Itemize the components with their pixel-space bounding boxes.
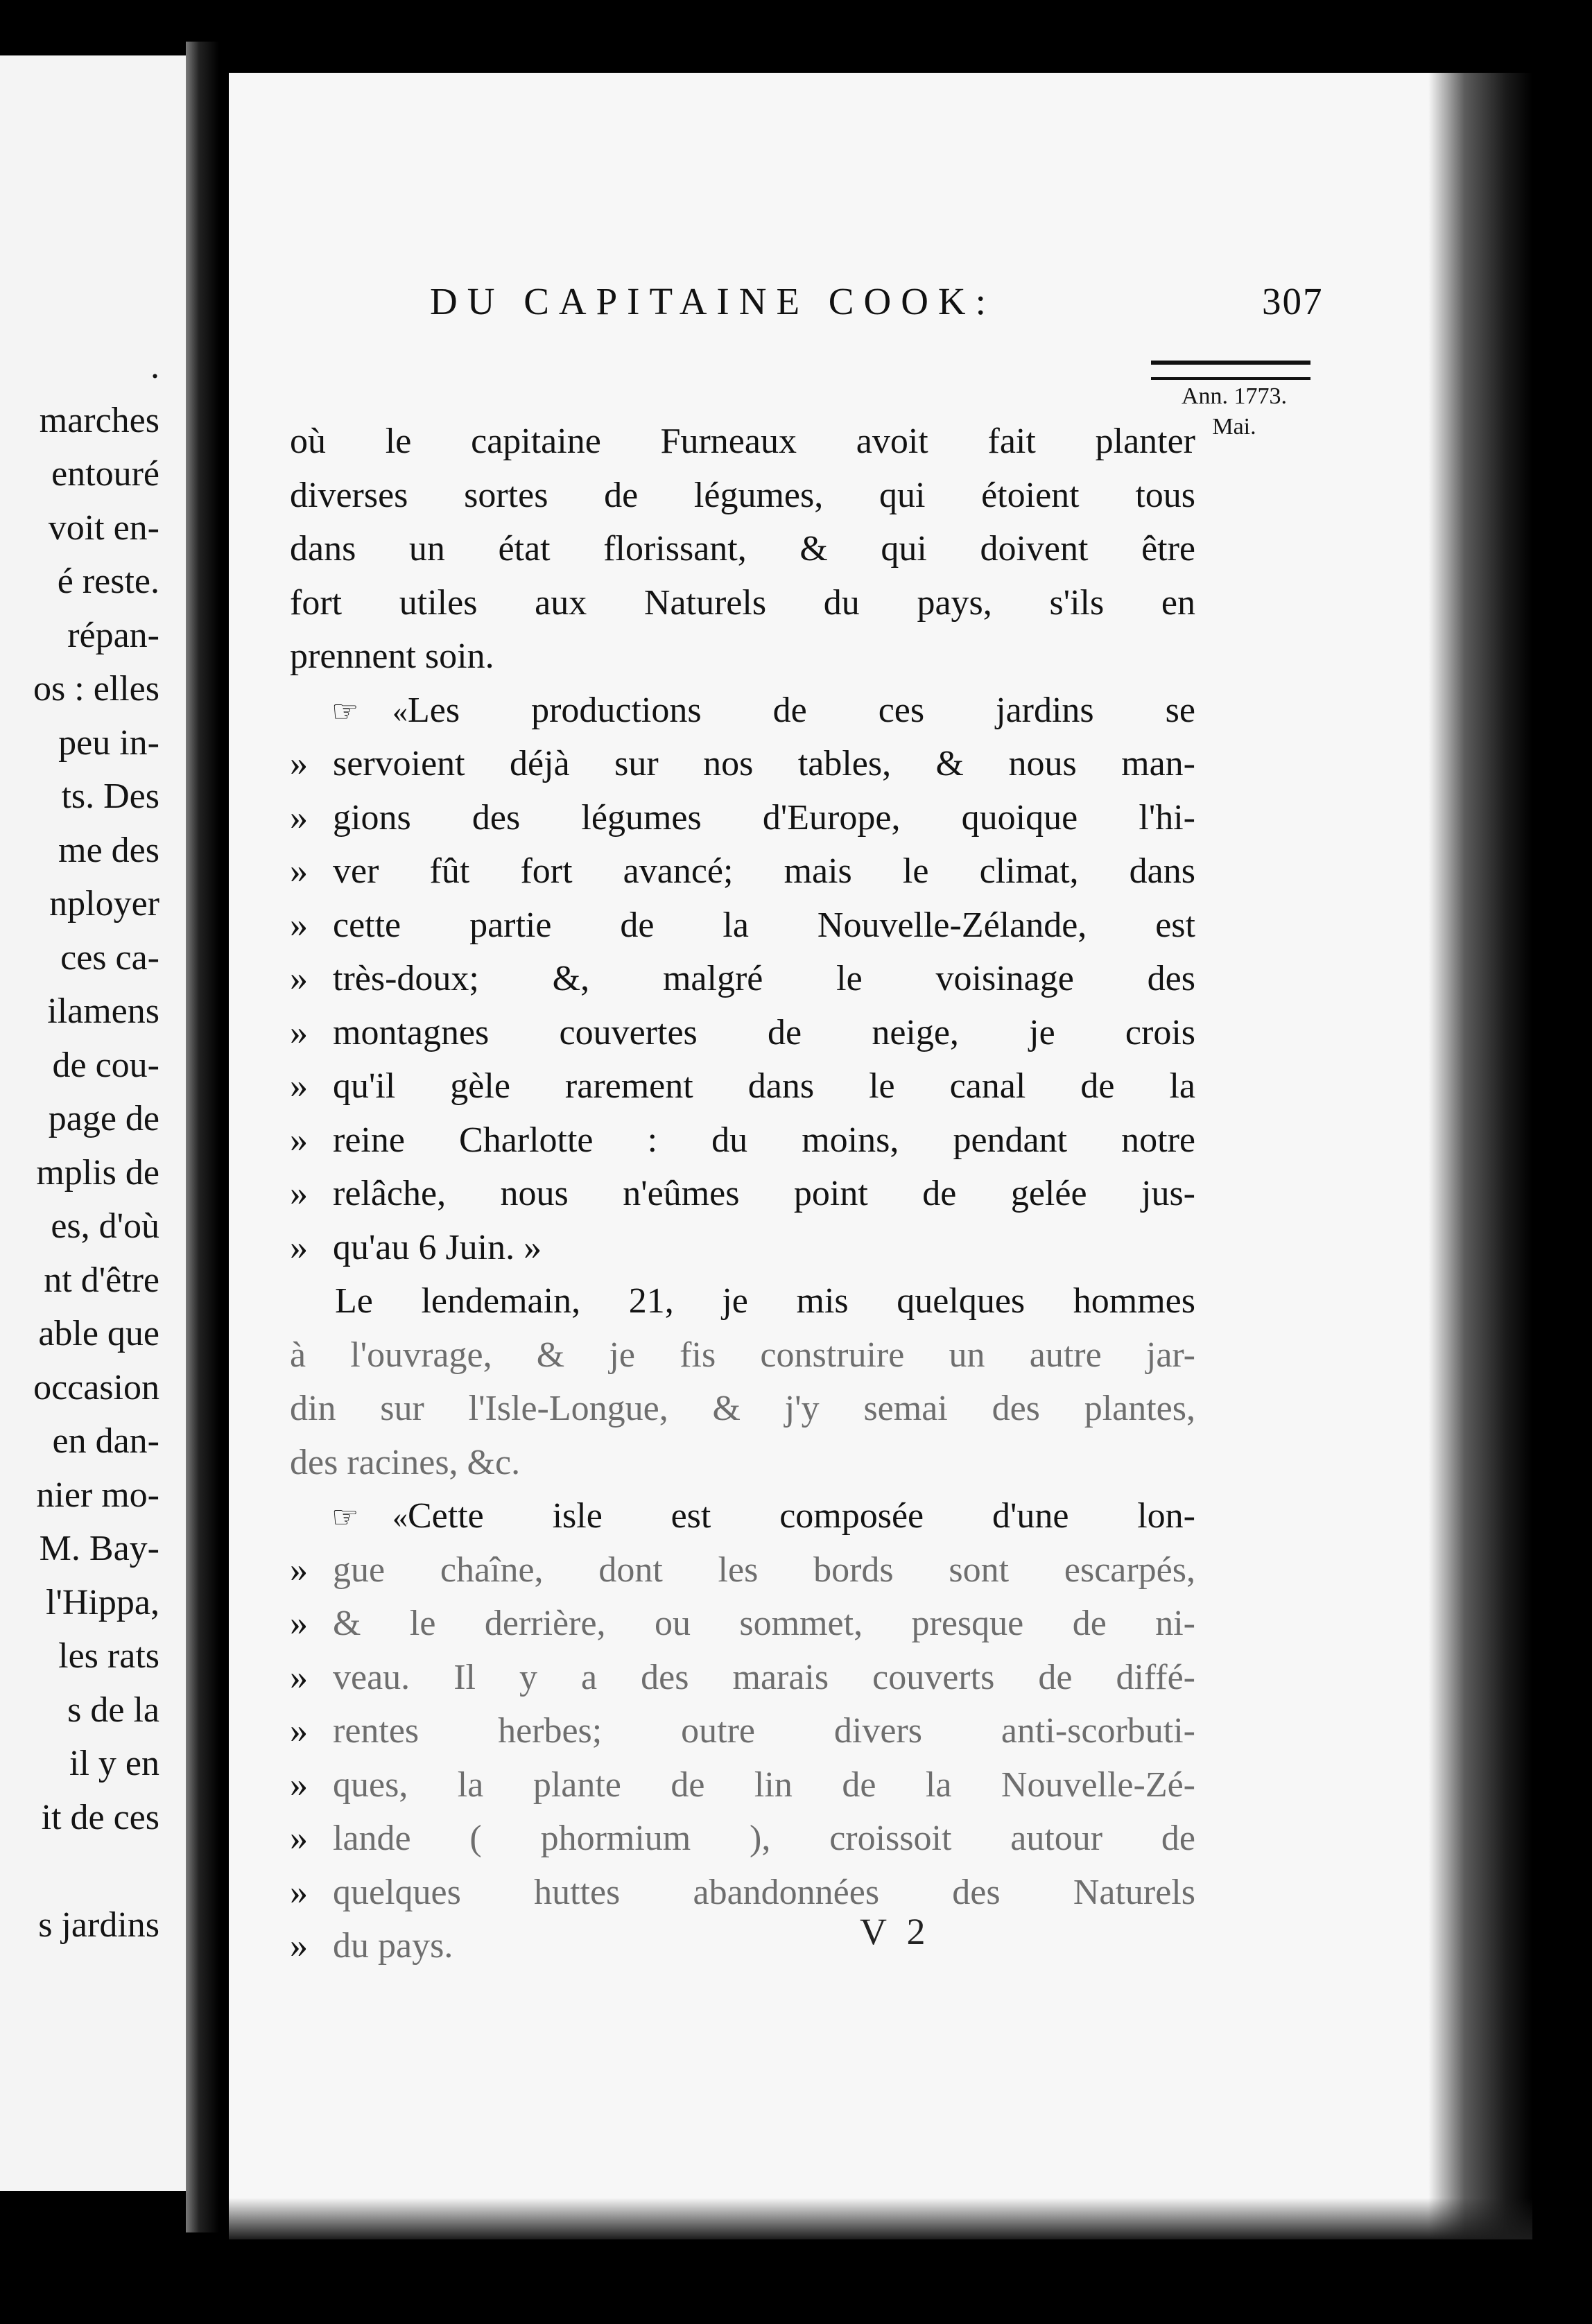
- text-line: [290, 522, 1195, 576]
- text-line: [290, 899, 1195, 953]
- left-page-line: marches: [39, 400, 159, 440]
- body-text: [290, 415, 1195, 1973]
- left-page-line: entouré: [51, 454, 159, 494]
- text-line: [290, 630, 1195, 684]
- left-page-line: ts. Des: [61, 777, 159, 816]
- text-line: [290, 1704, 1195, 1758]
- left-page-line: mplis de: [36, 1152, 159, 1193]
- left-page-line: s de la: [67, 1690, 159, 1730]
- text-line-content: Cette isle est composée d'une lon-: [408, 1496, 1195, 1536]
- quote-mark: »: [290, 1819, 308, 1858]
- page-bottom-shadow: [229, 2198, 1532, 2239]
- text-line-content: où le capitaine Furneaux avoit fait planter: [290, 422, 1195, 461]
- left-page-line: nt d'être: [44, 1260, 159, 1300]
- margin-note-year: Ann. 1773.: [1181, 383, 1288, 409]
- left-page-line: nployer: [49, 884, 159, 923]
- text-line-content: cette partie de la Nouvelle-Zélande, est: [333, 905, 1195, 945]
- gutter-shadow: [186, 42, 219, 2232]
- running-head: [430, 279, 1366, 323]
- text-line: [290, 1274, 1195, 1328]
- text-line-content: prennent soin.: [290, 636, 494, 676]
- quote-mark: »: [290, 851, 308, 891]
- left-page-line: peu in-: [58, 722, 159, 763]
- text-line-content: ques, la plante de lin de la Nouvelle-Zé-: [333, 1764, 1195, 1805]
- text-line-content: qu'il gèle rarement dans le canal de la: [333, 1066, 1195, 1106]
- text-line: [290, 1866, 1195, 1920]
- left-page-line: occasion: [33, 1367, 159, 1407]
- text-line-content: & le derrière, ou sommet, presque de ni-: [333, 1604, 1195, 1643]
- text-line: [290, 791, 1195, 845]
- signature-mark: V 2: [860, 1911, 931, 1952]
- running-head-title: DU CAPITAINE COOK:: [430, 280, 996, 322]
- quote-mark: »: [290, 1550, 308, 1590]
- left-page-line: [0, 1844, 159, 1898]
- text-line-content: relâche, nous n'eûmes point de gelée jus-: [333, 1174, 1195, 1213]
- left-page-line: it de ces: [41, 1797, 159, 1837]
- quote-mark: »: [290, 1174, 308, 1213]
- quote-mark: »: [290, 1012, 308, 1052]
- left-page-line: en dan-: [52, 1421, 159, 1461]
- left-page-line: s jardins: [38, 1905, 159, 1945]
- text-line-content: ver fût fort avancé; mais le climat, dans: [333, 851, 1195, 891]
- left-page-line: répan-: [67, 615, 159, 655]
- text-line-content: veau. Il y a des marais couverts de diffé-: [333, 1657, 1195, 1697]
- text-line-content: du pays.: [333, 1926, 453, 1966]
- left-page-line: ces ca-: [60, 937, 159, 978]
- text-line: [290, 576, 1195, 630]
- text-line: [290, 684, 1195, 738]
- text-line-content: lande ( phormium ), croissoit autour de: [333, 1819, 1195, 1858]
- text-line-content: très-doux; &, malgré le voisinage des: [333, 959, 1195, 998]
- margin-rule: [1151, 361, 1310, 380]
- text-line-content: fort utiles aux Naturels du pays, s'ils en: [290, 582, 1195, 623]
- text-line-content: des racines, &c.: [290, 1442, 521, 1482]
- pointing-hand-icon: ☞ «: [331, 1500, 408, 1534]
- page-edge-shadow: [1428, 73, 1532, 2239]
- left-page-text: [0, 340, 159, 1952]
- text-line-content: servoient déjà sur nos tables, & nous man-: [333, 744, 1195, 783]
- text-line-content: quelques huttes abandonnées des Naturels: [333, 1872, 1195, 1912]
- text-line: [290, 737, 1195, 791]
- quote-mark: »: [290, 1120, 308, 1160]
- text-line: [290, 1059, 1195, 1113]
- page-number: 307: [1262, 280, 1324, 322]
- left-page-line: l'Hippa,: [46, 1582, 159, 1622]
- text-line-content: rentes herbes; outre divers anti-scorbuti-: [333, 1711, 1195, 1751]
- text-line-content: din sur l'Isle-Longue, & j'y semai des plantes,: [290, 1389, 1195, 1428]
- quote-mark: »: [290, 797, 308, 838]
- left-page-line: nier mo-: [36, 1475, 159, 1515]
- quote-mark: »: [290, 1604, 308, 1643]
- left-page-line: les rats: [58, 1636, 159, 1676]
- text-line: [290, 1597, 1195, 1651]
- left-page-line: é reste.: [57, 562, 159, 601]
- quote-mark: »: [290, 1657, 308, 1697]
- text-line: [290, 1489, 1195, 1543]
- text-line: [290, 415, 1195, 469]
- left-page-line: de cou-: [52, 1045, 159, 1085]
- text-line-content: montagnes couvertes de neige, je crois: [333, 1012, 1195, 1052]
- text-line-content: reine Charlotte : du moins, pendant notre: [333, 1120, 1195, 1160]
- text-line: [290, 1113, 1195, 1168]
- text-line: [290, 1758, 1195, 1812]
- text-line: [290, 952, 1195, 1006]
- left-page-fragment: [0, 55, 202, 2191]
- text-line-content: diverses sortes de légumes, qui étoient tous: [290, 475, 1195, 515]
- quote-mark: »: [290, 905, 308, 945]
- quote-mark: »: [290, 744, 308, 783]
- text-line-content: Le lendemain, 21, je mis quelques hommes: [335, 1281, 1195, 1321]
- left-page-line: M. Bay-: [39, 1529, 159, 1568]
- text-line: [290, 1543, 1195, 1597]
- left-page-line: os : elles: [33, 669, 159, 709]
- quote-mark: »: [290, 1872, 308, 1912]
- text-line-content: qu'au 6 Juin. »: [333, 1227, 542, 1267]
- text-line: [290, 1328, 1195, 1382]
- text-line-content: gions des légumes d'Europe, quoique l'hi-: [333, 797, 1195, 838]
- margin-note-month: Mai.: [1212, 414, 1256, 440]
- pointing-hand-icon: ☞ «: [331, 694, 408, 729]
- right-page: [229, 73, 1532, 2239]
- text-line-content: dans un état florissant, & qui doivent être: [290, 529, 1195, 569]
- text-line: [290, 1382, 1195, 1436]
- left-page-line: .: [150, 347, 159, 386]
- left-page-line: me des: [58, 830, 159, 870]
- left-page-line: es, d'où: [51, 1206, 159, 1246]
- text-line-content: Les productions de ces jardins se: [408, 690, 1195, 730]
- text-line: [290, 1167, 1195, 1221]
- text-line: [290, 1919, 1195, 1973]
- left-page-line: able que: [38, 1314, 159, 1353]
- text-line: [290, 1436, 1195, 1490]
- left-page-line: ilamens: [47, 991, 159, 1031]
- left-page-line: voit en-: [48, 508, 159, 548]
- text-line-content: gue chaîne, dont les bords sont escarpés,: [333, 1550, 1195, 1590]
- text-line-content: à l'ouvrage, & je fis construire un autre jar-: [290, 1335, 1195, 1375]
- text-line: [290, 1006, 1195, 1060]
- text-line: [290, 469, 1195, 523]
- quote-mark: »: [290, 1066, 308, 1106]
- left-page-line: page de: [48, 1099, 159, 1138]
- quote-mark: »: [290, 1926, 308, 1966]
- text-line: [290, 844, 1195, 899]
- quote-mark: »: [290, 1711, 308, 1751]
- left-page-line: il y en: [69, 1744, 159, 1783]
- quote-mark: »: [290, 1227, 308, 1267]
- quote-mark: »: [290, 1764, 308, 1805]
- text-line: [290, 1812, 1195, 1866]
- quote-mark: »: [290, 959, 308, 998]
- text-line: [290, 1221, 1195, 1275]
- text-line: [290, 1651, 1195, 1705]
